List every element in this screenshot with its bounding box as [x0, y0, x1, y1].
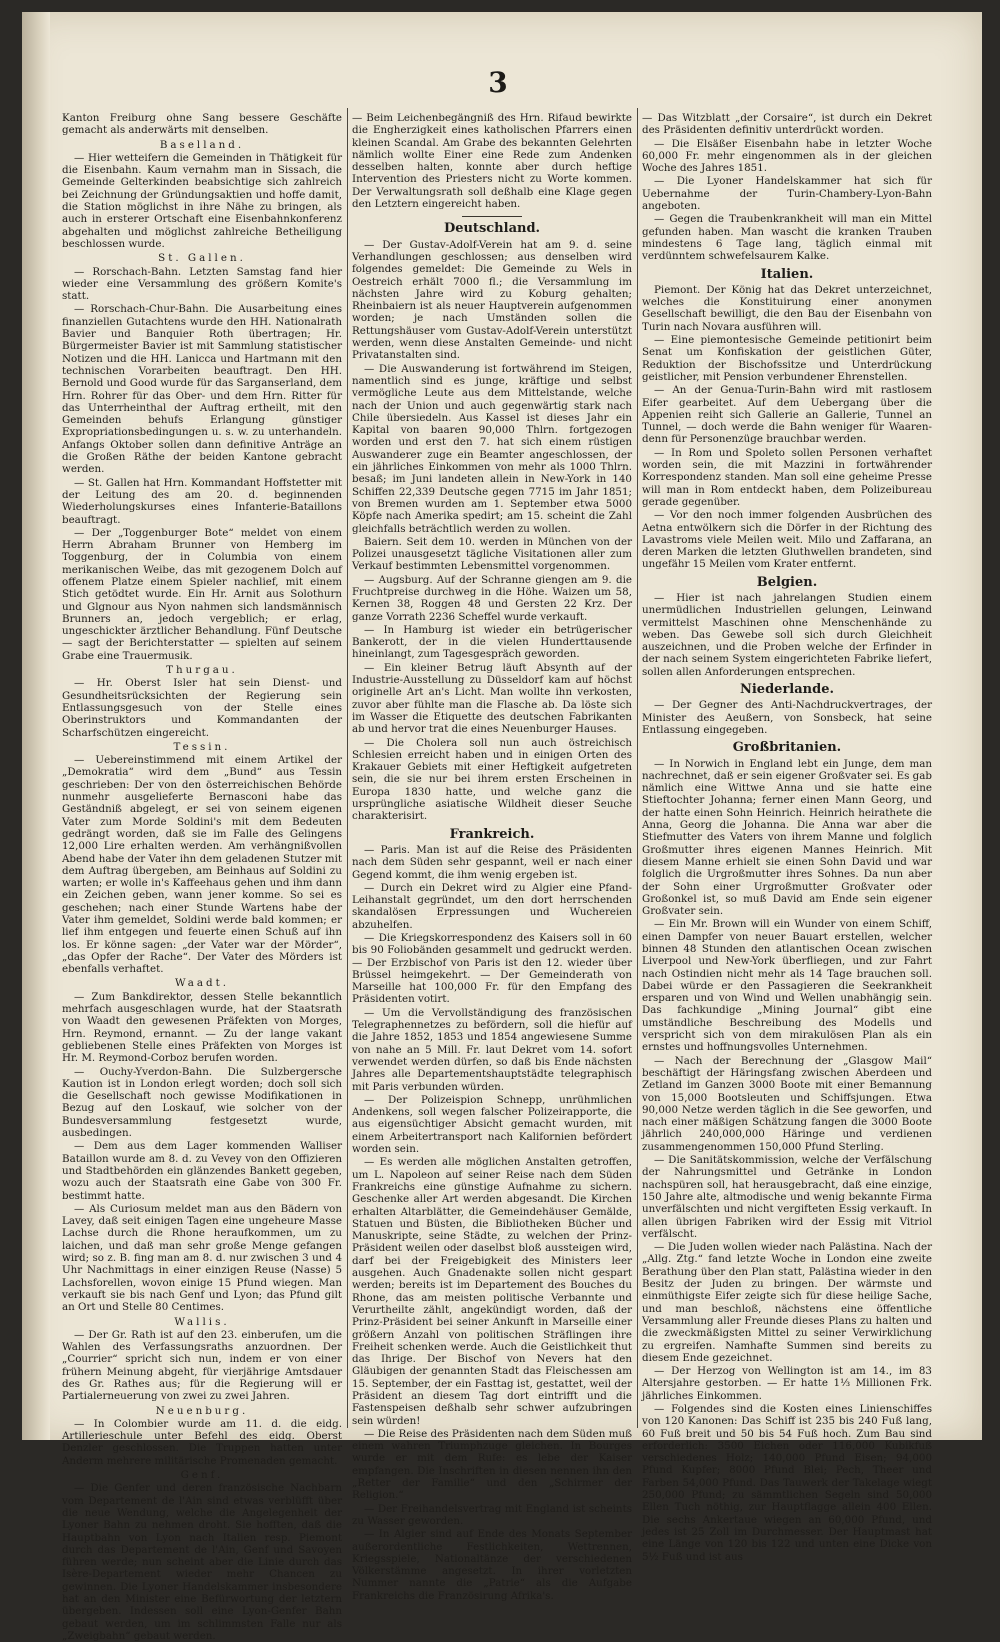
article-paragraph: — Beim Leichenbegängniß des Hrn. Rifaud bewirkte die Engherzigkeit eines katholischen Pfarrers einen kleinen Scandal. Am Grabe des bekannten Gelehrten nämlich wollte Einer eine Rede zum Andenken desselben halten, konnte aber durch heftige Intervention des Priesters nicht zu Worte kommen. Der Verwaltungsrath soll deßhalb eine Klage gegen den Letztern eingereicht haben.	[352, 112, 632, 211]
article-paragraph: — Der Gr. Rath ist auf den 23. einberufen, um die Wahlen des Verfassungsraths anzuordnen. Der „Courrier“ spricht sich nun, indem er von einer frühern Meinung abgeht, für vierjährige Amtsdauer des Gr. Rathes aus; für die Regierung will er Partialerneuerung von zwei zu zwei Jahren.	[62, 1328, 342, 1403]
section-heading-tessin: Tessin.	[173, 740, 231, 753]
article-paragraph: — Der Polizeispion Schnepp, unrühmlichen Andenkens, soll wegen falscher Polizeirapporte, die aus eigensüchtiger Absicht gemacht wurden, mit einem Arbeitertransport nach Kalifornien befördert worden sein.	[352, 1093, 632, 1156]
section-heading-italien: Italien.	[760, 266, 814, 282]
article-paragraph: Baiern. Seit dem 10. werden in München von der Polizei unausgesetzt tägliche Visitationen aller zum Verkauf bestimmten Lebensmittel vorgenommen.	[352, 535, 632, 573]
article-paragraph: Kanton Freiburg ohne Sang bessere Geschäfte gemacht als anderwärts mit denselben.	[62, 112, 342, 137]
article-paragraph: — Die Lyoner Handelskammer hat sich für Uebernahme der Turin-Chambery-Lyon-Bahn angeboten.	[642, 175, 932, 213]
article-paragraph: — Das Witzblatt „der Corsaire“, ist durch ein Dekret des Präsidenten definitiv unterdrückt worden.	[642, 112, 932, 137]
section-heading-baselland: Baselland.	[159, 138, 245, 151]
article-paragraph: — Die Cholera soll nun auch östreichisch Schlesien erreicht haben und in einigen Orten des Krakauer Gebiets mit einer Heftigkeit aufgetreten sein, die sie nur bei ihrem ersten Erscheinen in Europa 1830 hatte, und welche ganz die ursprüngliche asiatische Wildheit dieser Seuche charakterisirt.	[352, 736, 632, 823]
article-paragraph: — Die Reise des Präsidenten nach dem Süden muß einem wahren Triumphzuge gleichen. In Bourges wurde er mit dem Rufe: es lebe der Kaiser empfangen. Die Inschriften in diesen nennen ihn den „Retter der Familie“ und den „Schirmer der Religion.“	[352, 1427, 632, 1502]
section-heading-grossbritanien: Großbritanien.	[732, 740, 842, 756]
section-divider	[462, 216, 522, 217]
article-paragraph: — In Hamburg ist wieder ein betrügerischer Bankerott, der in die vielen Hunderttausende hineinlangt, zum Tagesgespräch geworden.	[352, 623, 632, 661]
article-paragraph: — In Rom und Spoleto sollen Personen verhaftet worden sein, die mit Mazzini in fortwährender Korrespondenz standen. Man soll eine geheime Presse will man in Rom entdeckt haben, dem Polizeibureau gerade gegenüber.	[642, 446, 932, 508]
article-paragraph: — Uebereinstimmend mit einem Artikel der „Demokratia“ wird dem „Bund“ aus Tessin geschrieben: Der von den österreichischen Behörde nunmehr ausgelieferte Bernasconi habe das Geständniß abgelegt, er sei von seinem eigenen Vater zum Morde Soldini's mit dem Bedeuten gedrängt worden, daß sie im Falle des Gelingens 12,000 Lire erhalten werden. Am verhängnißvollen Abend habe der Vater ihn dem geladenen Stutzer mit dem Auftrag übergeben, am Beinhaus auf Soldini zu warten; er wolle in's Kaffeehaus gehen und ihm dann ein Zeichen geben, wann jener komme. So sei es geschehen; nach einer Stunde Wartens habe der Vater ihm gemeldet, Soldini werde bald kommen; er lief ihm entgegen und feuerte einen Schuß auf ihn los. Er könne sagen: „der Vater war der Mörder“, „das Opfer der Rache“. Der Vater des Mörders ist ebenfalls verhaftet.	[62, 754, 342, 976]
article-paragraph: — Vor den noch immer folgenden Ausbrüchen des Aetna entwölkern sich die Dörfer in der Richtung des Lavastroms viele Meilen weit. Milo und Zaffarana, an deren Marken die letzten Gluthwellen brandeten, sind ungefähr 15 Meilen vom Krater entfernt.	[642, 509, 932, 571]
article-paragraph: — Der Gegner des Anti-Nachdruckvertrages, der Minister des Aeußern, von Sonsbeck, hat seine Entlassung eingegeben.	[642, 699, 932, 736]
section-heading-deutschland: Deutschland.	[443, 221, 541, 237]
article-paragraph: — Dem aus dem Lager kommenden Walliser Bataillon wurde am 8. d. zu Vevey von den Offizieren und Stadtbehörden ein glänzendes Bankett gegeben, wozu auch der Staatsrath eine Gabe von 300 Fr. bestimmt hatte.	[62, 1140, 342, 1202]
article-paragraph: — Der Herzog von Wellington ist am 14., im 83 Altersjahre gestorben. — Er hatte 1⅓ Millionen Frk. jährliches Einkommen.	[642, 1365, 932, 1402]
article-paragraph: — St. Gallen hat Hrn. Kommandant Hoffstetter mit der Leitung des am 20. d. beginnenden Wiederholungskurses eines Infanterie-Bataillons beauftragt.	[62, 476, 342, 526]
article-paragraph: — Folgendes sind die Kosten eines Linienschiffes von 120 Kanonen: Das Schiff ist 235 bis 240 Fuß lang, 60 Fuß breit und 50 bis 54 Fuß hoch. Zum Bau sind erforderlich: 3500 Eichen oder 116,000 Kubikfuß verschiedenes Holz; 140,000 Pfund Eisen; 94,000 Pfund Kupfer; 8000 Pfund Blei; Pech, Theer und Farben 54,000 Pfund. Das Tauwerk der Takelage wiegt 250,000 Pfund; zu sämmtlichen Segeln sind 50,000 Ellen Tuch nöthig, zur Hauptflagge allein 400 Ellen. Die sechs Ankertaue wiegen an 60,000 Pfund, und jedes ist 25 Zoll im Durchmesser. Der Hauptmast hat eine Länge von 120 bis 122 und unten eine Dicke von 5½ Fuß und ist aus	[642, 1402, 932, 1563]
section-heading-waadt: Waadt.	[175, 977, 229, 990]
section-heading-neuenburg: Neuenburg.	[155, 1404, 249, 1417]
article-paragraph: — Die Elsäßer Eisenbahn habe in letzter Woche 60,000 Fr. mehr eingenommen als in der gleichen Woche des Jahres 1851.	[642, 137, 932, 175]
section-heading-frankreich: Frankreich.	[449, 826, 535, 842]
article-paragraph: — Augsburg. Auf der Schranne giengen am 9. die Fruchtpreise durchweg in die Höhe. Waizen um 58, Kernen 38, Roggen 48 und Gersten 22 Krz. Der ganze Vorrath 2236 Scheffel wurde verkauft.	[352, 573, 632, 623]
newspaper-page	[22, 12, 982, 1642]
column-1	[62, 112, 342, 1642]
page-number: 3	[488, 66, 508, 99]
article-paragraph: — Hier wetteifern die Gemeinden in Thätigkeit für die Eisenbahn. Kaum vernahm man in Sissach, die Gemeinde Gelterkinden beabsichtige sich zahlreich bei Zeichnung der Gründungsaktien und hoffe damit, die Station möglichst in ihre Nähe zu bringen, als auch in ersterer Ortschaft eine Eisenbahnkonferenz abgehalten und möglichst zahlreiche Betheiligung beschlossen wurde.	[62, 151, 342, 250]
article-paragraph: — Der Gustav-Adolf-Verein hat am 9. d. seine Verhandlungen geschlossen; aus denselben wird folgendes gemeldet: Die Gemeinde zu Wels in Oestreich erhält 7000 fl.; die Versammlung im nächsten Jahre wird zu Koburg gehalten; Rheinbaiern ist als neuer Hauptverein aufgenommen worden; je nach Umständen sollen die Rettungshäuser vom Gustav-Adolf-Verein unterstützt werden, wenn diese Anstalten Gemeinde- und nicht Privatanstalten sind.	[352, 238, 632, 362]
article-paragraph: — Paris. Man ist auf die Reise des Präsidenten nach dem Süden sehr gespannt, weil er nach einer Gegend kommt, die ihm wenig ergeben ist.	[352, 843, 632, 881]
article-paragraph: — Nach der Berechnung der „Glasgow Mail“ beschäftigt der Häringsfang zwischen Aberdeen und Zetland im Ganzen 3000 Boote mit einer Bemannung von 15,000 Bootsleuten und Schiffsjungen. Etwa 90,000 Netze werden täglich in die See geworfen, und nach einer mäßigen Schätzung fangen die 3000 Boote jährlich 240,000,000 Häringe und verdienen zusammengenommen 150,000 Pfund Sterling.	[642, 1054, 932, 1153]
article-paragraph: — Ein Mr. Brown will ein Wunder von einem Schiff, einen Dampfer von neuer Bauart erstellen, welcher binnen 48 Stunden den atlantischen Ocean zwischen Liverpool und New-York überfliegen, und zur Fahrt nach Ostindien nicht mehr als 14 Tage brauchen soll. Dabei würde er den Passagieren die Seekrankheit ersparen und von Wind und Wellen unabhängig sein. Das fachkundige „Mining Journal“ gibt eine umständliche Beschreibung des Modells und verspricht sich von dem mirakulösen Plan als ein ernstes und hoffnungsvolles Unternehmen.	[642, 918, 932, 1054]
article-paragraph: — In Algier sind auf Ende des Monats September außerordentliche Festlichkeiten, Wettrennen, Kriegsspiele, Nationaltänze der verschiedenen Völkerstämme angesetzt. In ihrer vorletzten Nummer nannte die „Patrie“ als die Aufgabe Frankreichs die Französirung Afrika's.	[352, 1528, 632, 1602]
article-paragraph: — Als Curiosum meldet man aus den Bädern von Lavey, daß seit einigen Tagen eine ungeheure Masse Lachse durch die Rhone heraufkommen, um zu laichen, und daß man sehr große Menge gefangen wird; so z. B. fing man am 8. d. nur zwischen 3 und 4 Uhr Nachmittags in einer einzigen Reuse (Nasse) 5 Lachsforellen, wovon einige 15 Pfund wiegen. Man verkauft sie bis nach Genf und Lyon; das Pfund gilt an Ort und Stelle 80 Centimes.	[62, 1202, 342, 1314]
article-paragraph: — In Norwich in England lebt ein Junge, dem man nachrechnet, daß er sein eigener Großvater sei. Es gab nämlich eine Wittwe Anna und sie hatte eine Stieftochter Johanna; ferner einen Mann Georg, und der hatte einen Sohn Heinrich. Heinrich heirathete die Anna, Georg die Johanna. Die Anna war aber die Stiefmutter des Vaters von ihrem Manne und folglich Großmutter ihres eigenen Mannes Heinrich. Mit diesem Manne erhielt sie einen Sohn David und war folglich die Urgroßmutter ihres Sohnes. Da nun aber der Sohn einer Urgroßmutter Großvater oder Großonkel ist, so muß David am Ende sein eigener Großvater sein.	[642, 757, 932, 918]
article-paragraph: — Rorschach-Bahn. Letzten Samstag fand hier wieder eine Versammlung des größern Komite's statt.	[62, 265, 342, 303]
article-paragraph: — Hr. Oberst Isler hat sein Dienst- und Gesundheitsrücksichten der Regierung sein Entlassungsgesuch von der Stelle eines Oberinstruktors und Kommandanten der Scharfschützen eingereicht.	[62, 677, 342, 739]
article-paragraph: — Um die Vervollständigung des französischen Telegraphennetzes zu befördern, soll die hiefür auf die Jahre 1852, 1853 und 1854 angewiesene Summe von nahe an 5 Mill. Fr. laut Dekret vom 14. sofort verwendet werden dürfen, so daß bis Ende nächsten Jahres alle Departementshauptstädte telegraphisch mit Paris verbunden würden.	[352, 1006, 632, 1093]
section-heading-belgien: Belgien.	[756, 574, 818, 590]
article-paragraph: — Eine piemontesische Gemeinde petitionirt beim Senat um Konfiskation der geistlichen Güter, Reduktion der Bischofssitze und Unterdrückung geistlicher, mit Pension verbundener Ehrenstellen.	[642, 334, 932, 383]
page-spine	[22, 12, 50, 1440]
article-paragraph: — Gegen die Traubenkrankheit will man ein Mittel gefunden haben. Man wascht die kranken Trauben mindestens 6 Tage lang, täglich einmal mit verdünntem schwefelsaurem Kalke.	[642, 213, 932, 263]
section-heading-niederlande: Niederlande.	[739, 682, 834, 698]
article-paragraph: — Der Freihandelsvertrag mit England ist scheints zu Wasser geworden.	[352, 1502, 632, 1527]
article-paragraph: — Die Kriegskorrespondenz des Kaisers soll in 60 bis 90 Foliobänden gesammelt und gedruckt werden. — Der Erzbischof von Paris ist den 12. wieder über Brüssel heimgekehrt. — Der Gemeinderath von Marseille hat 100,000 Fr. für den Empfang des Präsidenten votirt.	[352, 932, 632, 1006]
article-paragraph: — Zum Bankdirektor, dessen Stelle bekanntlich mehrfach ausgeschlagen wurde, hat der Staatsrath von Waadt den gewesenen Präfekten von Morges, Hrn. Reymond, ernannt. — Zu der lange vakant gebliebenen Stelle eines Präfekten von Morges ist Hr. M. Reymond-Corboz berufen worden.	[62, 990, 342, 1065]
column-rule	[347, 108, 348, 1428]
column-3	[642, 112, 932, 1563]
article-paragraph: — In Colombier wurde am 11. d. die eidg. Artillerieschule unter Befehl des eidg. Oberst Denzler geschlossen. Die Truppen hatten unter Anderm mehrere militärische Promenaden gemacht.	[62, 1417, 342, 1467]
section-heading-genf: Genf.	[180, 1469, 224, 1482]
article-paragraph: — Die Auswanderung ist fortwährend im Steigen, namentlich sind es junge, kräftige und selbst vermögliche Leute aus dem Mittelstande, welche nach der Union und auch gegenwärtig stark nach Chile übersiedeln. Aus Kassel ist dieses Jahr ein Kapital von baaren 90,000 Thlrn. fortgezogen worden und erst den 7. hat sich einem rüstigen Auswanderer zuge ein Beamter angeschlossen, der ein jährliches Einkommen von mehr als 1000 Thlrn. besaß; im Juni landeten allein in New-York in 140 Schiffen 22,339 Deutsche gegen 7715 im Jahr 1851; von Bremen wurden am 1. September etwa 5000 Köpfe nach Amerika spedirt; am 15. scheint die Zahl gleichfalls beträchtlich werden zu wollen.	[352, 362, 632, 535]
section-heading-thurgau: Thurgau.	[166, 664, 238, 677]
article-paragraph: — Die Juden wollen wieder nach Palästina. Nach der „Allg. Ztg.“ fand letzte Woche in London eine zweite Berathung über den Plan statt, Palästina wieder in den Besitz der Juden zu bringen. Der wärmste und einmüthigste Eifer zeigte sich für diese heilige Sache, und man beschloß, nächstens eine öffentliche Versammlung aller Freunde dieses Plans zu halten und die zweckmäßigsten Mittel zu seiner Verwirklichung zu ergreifen. Namhafte Summen sind bereits zu diesem Ende gezeichnet.	[642, 1241, 932, 1364]
article-paragraph: — Die Genfer und deren französische Nachbarn vom Departement de l'Ain sind etwas verblüfft über die neue Wendung, welche die Angelegenheit der Lyoner Bahn zu nehmen droht. Sie hofften, daß die Hauptbahn von Lyon nach Italien resp. Piemont durch das Departement de l'Ain, Genf und Savoyen führen werde; nun scheint aber die Linie durch das Isère-Departement wieder mehr Chancen zu gewinnen. Die Lyoner Handelskammer insbesondere hat an den Minister eine Befürwortung der letztern übergeben. Indessen soll eine Lyon-Genfer Bahn gebaut werden, um im schlimmsten Falle nur als „Zweigbahn“ gebaut werden.	[62, 1482, 342, 1642]
column-rule	[637, 108, 638, 1428]
article-paragraph: — Durch ein Dekret wird zu Algier eine Pfand-Leihanstalt gegründet, um den dort herrschenden skandalösen Erpressungen und Wuchereien abzuhelfen.	[352, 881, 632, 931]
article-paragraph: — Hier ist nach jahrelangen Studien einem unermüdlichen Industriellen gelungen, Leinwand vermittelst Maschinen ohne Menschenhände zu weben. Das Gewebe soll sich durch Gleichheit auszeichnen, und die Proben welche der Erfinder in der nach seinem System eingerichteten Fabrike liefert, sollen allen Anforderungen entsprechen.	[642, 591, 932, 678]
article-paragraph: — Die Sanitätskommission, welche der Verfälschung der Nahrungsmittel und Getränke in London nachspüren soll, hat herausgebracht, daß eine einzige, 150 Jahre alte, altmodische und wenig bekannte Firma unverfälschten und nicht vergifteten Essig verkauft. In allen übrigen Fabriken wird der Essig mit Vitriol verfälscht.	[642, 1154, 932, 1240]
column-2	[352, 112, 632, 1602]
article-paragraph: — Der „Toggenburger Bote“ meldet von einem Herrn Abraham Brunner von Hemberg im Toggenburg, der in Columbia von einem merikanischen Weibe, das mit gezogenem Dolch auf offenem Platze einem Spieler nachlief, mit einem Stich getödtet wurde. Ein Hr. Arnit aus Solothurn und Glgnour aus Nyon nahmen sich landsmännisch Brunners an, jedoch vergeblich; er erlag, ungeschickter ärztlicher Behandlung. Fünf Deutsche — sagt der Berichterstatter — spielten auf seinem Grabe eine Trauermusik.	[62, 526, 342, 662]
article-paragraph: — Es werden alle möglichen Anstalten getroffen, um L. Napoleon auf seiner Reise nach dem Süden Frankreichs eine günstige Aufnahme zu sichern. Geschenke aller Art werden abgesandt. Die Kirchen erhalten Altarblätter, die Gemeindehäuser Gemälde, Statuen und Büsten, die Bibliotheken Bücher und Manuskripte, seine Städte, zu welchen der Prinz-Präsident weilen oder daselbst bloß aussteigen wird, darf bei der Freigebigkeit des Ministers leer ausgehen. Auch Gnadenakte sollen nicht gespart werden; bereits ist im Departement des Bouches du Rhone, das am meisten politische Verbannte und Verurtheilte zählt, angekündigt worden, daß der Prinz-Präsident bei seiner Ankunft in Marseille einer größern Anzahl von politischen Sträflingen ihre Freiheit schenken werde. Auch die Geistlichkeit thut das Ihrige. Der Bischof von Nevers hat den Gläubigen der genannten Stadt das Fleischessen am 15. September, der ein Fasttag ist, gestattet, weil der Präsident an diesem Tag dort eintrifft und die Fastenspeisen deßhalb sehr schwer aufzubringen sein würden!	[352, 1156, 632, 1427]
article-paragraph: Piemont. Der König hat das Dekret unterzeichnet, welches die Konstituirung einer anonymen Gesellschaft bewilligt, die den Bau der Eisenbahn von Turin nach Novara ausführen will.	[642, 283, 932, 333]
section-heading-wallis: Wallis.	[174, 1315, 230, 1328]
article-paragraph: — An der Genua-Turin-Bahn wird mit rastlosem Eifer gearbeitet. Auf dem Uebergang über die Appenien reiht sich Gallerie an Gallerie, Tunnel an Tunnel, — doch werde die Bahn weniger für Waaren- denn für Personenzüge brauchbar werden.	[642, 384, 932, 446]
article-paragraph: — Ouchy-Yverdon-Bahn. Die Sulzbergersche Kaution ist in London erlegt worden; doch soll sich die Gesellschaft noch gewisse Modifikationen in Bezug auf den Loskauf, wie solcher von der Bundesversammlung festgesetzt wurde, ausbedingen.	[62, 1065, 342, 1140]
article-paragraph: — Rorschach-Chur-Bahn. Die Ausarbeitung eines finanziellen Gutachtens wurde den HH. Nationalrath Bavier und Banquier Roth übertragen; Hr. Bürgermeister Bavier ist mit Sammlung statistischer Notizen und die HH. Lanicca und Hartmann mit den technischen Vorarbeiten beauftragt. Den HH. Bernold und Good wurde für das Sarganserland, dem Hrn. Rohrer für das Ober- und dem Hrn. Ritter für das Unterrheinthal der Auftrag ertheilt, mit den Gemeinden behufs Erlangung günstiger Expropriationsbedingungen u. s. w. zu unterhandeln. Anfangs Oktober sollen dann definitive Anträge an die Großen Räthe der beiden Kantone gebracht werden.	[62, 303, 342, 476]
article-paragraph: — Ein kleiner Betrug läuft Absynth auf der Industrie-Ausstellung zu Düsseldorf kam auf höchst originelle Art an's Licht. Man wollte ihn verkosten, zuvor aber fühlte man die Flasche ab. Da löste sich im Wasser die Etiquette des deutschen Fabrikanten ab und hervor trat die eines Neuenburger Hauses.	[352, 661, 632, 736]
section-heading-st-gallen: St. Gallen.	[158, 252, 246, 265]
